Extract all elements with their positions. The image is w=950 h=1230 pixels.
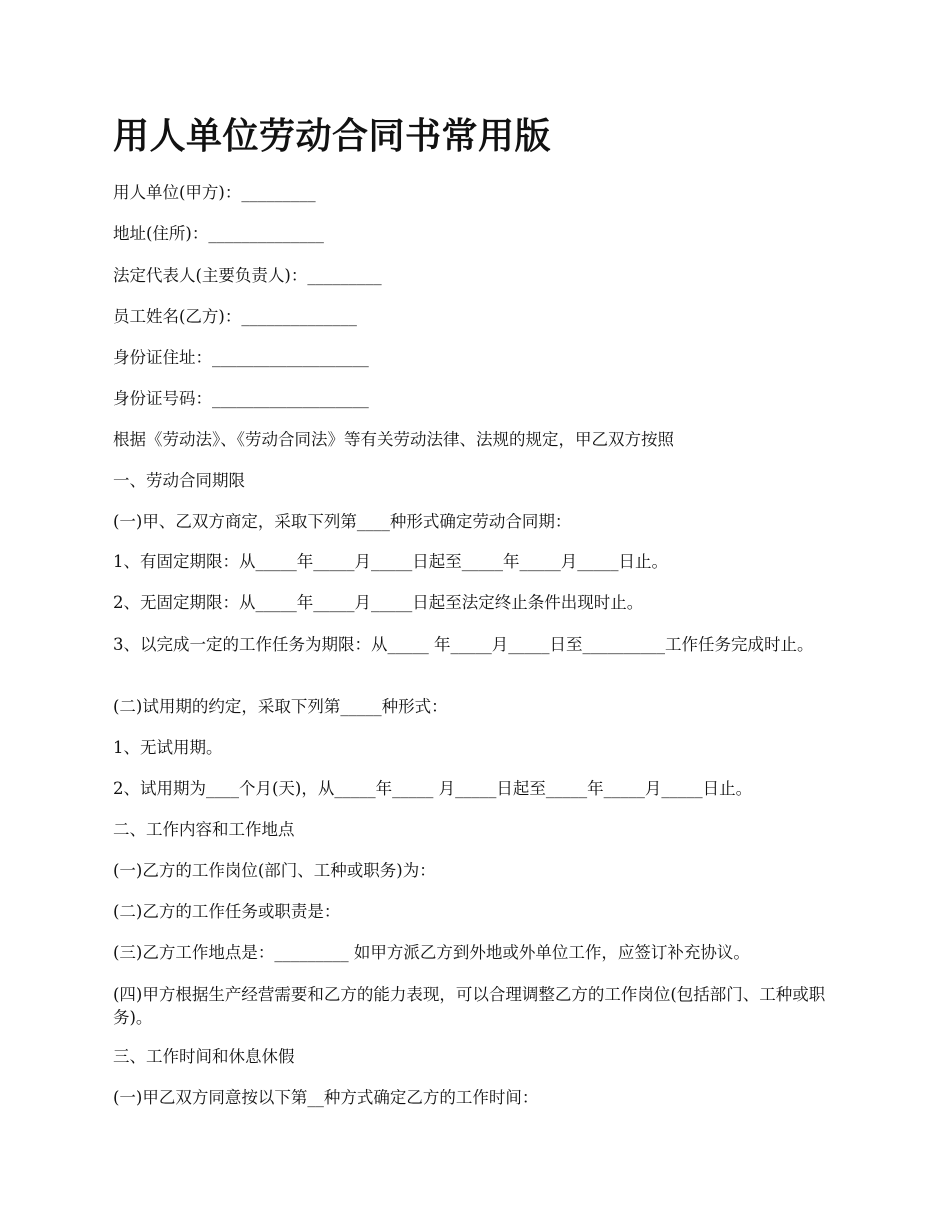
clause-job-duties: (二)乙方的工作任务或职责是： bbox=[113, 902, 341, 921]
clause-probation-period: 2、试用期为____个月(天)，从_____年_____ 月_____日起至_____年_____月_____日止。 bbox=[113, 779, 753, 798]
clause-working-hours-method: (一)甲乙双方同意按以下第__种方式确定乙方的工作时间： bbox=[113, 1088, 539, 1107]
clause-job-position: (一)乙方的工作岗位(部门、工种或职务)为： bbox=[113, 861, 436, 880]
employer-name-line: 用人单位(甲方)：_________ bbox=[113, 183, 316, 202]
preamble-paragraph: 根据《劳动法》、《劳动合同法》等有关劳动法律、法规的规定，甲乙双方按照 bbox=[113, 430, 674, 449]
clause-open-term: 2、无固定期限：从_____年_____月_____日起至法定终止条件出现时止。 bbox=[113, 593, 644, 612]
clause-fixed-term: 1、有固定期限：从_____年_____月_____日起至_____年_____月_____日止。 bbox=[113, 552, 668, 571]
legal-representative-line: 法定代表人(主要负责人)：_________ bbox=[113, 266, 382, 285]
section-heading-work-content: 二、工作内容和工作地点 bbox=[113, 820, 295, 839]
clause-probation-form: (二)试用期的约定，采取下列第_____种形式： bbox=[113, 697, 448, 716]
section-heading-working-hours: 三、工作时间和休息休假 bbox=[113, 1047, 295, 1066]
employee-name-line: 员工姓名(乙方)：______________ bbox=[113, 307, 357, 326]
clause-work-location: (三)乙方工作地点是：_________ 如甲方派乙方到外地或外单位工作，应签订补充协议。 bbox=[113, 943, 750, 962]
clause-task-term: 3、以完成一定的工作任务为期限：从_____ 年_____月_____日至__________工作任务完成时止。 bbox=[113, 635, 814, 654]
employer-address-line: 地址(住所)：______________ bbox=[113, 224, 324, 243]
document-title: 用人单位劳动合同书常用版 bbox=[113, 115, 552, 157]
clause-contract-form: (一)甲、乙双方商定，采取下列第____种形式确定劳动合同期： bbox=[113, 512, 572, 531]
clause-position-adjustment: (四)甲方根据生产经营需要和乙方的能力表现，可以合理调整乙方的工作岗位(包括部门、工种或职务)。 bbox=[113, 985, 826, 1027]
id-number-line: 身份证号码：___________________ bbox=[113, 389, 369, 408]
clause-no-probation: 1、无试用期。 bbox=[113, 738, 223, 757]
section-heading-contract-term: 一、劳动合同期限 bbox=[113, 471, 245, 490]
id-address-line: 身份证住址：___________________ bbox=[113, 348, 369, 367]
